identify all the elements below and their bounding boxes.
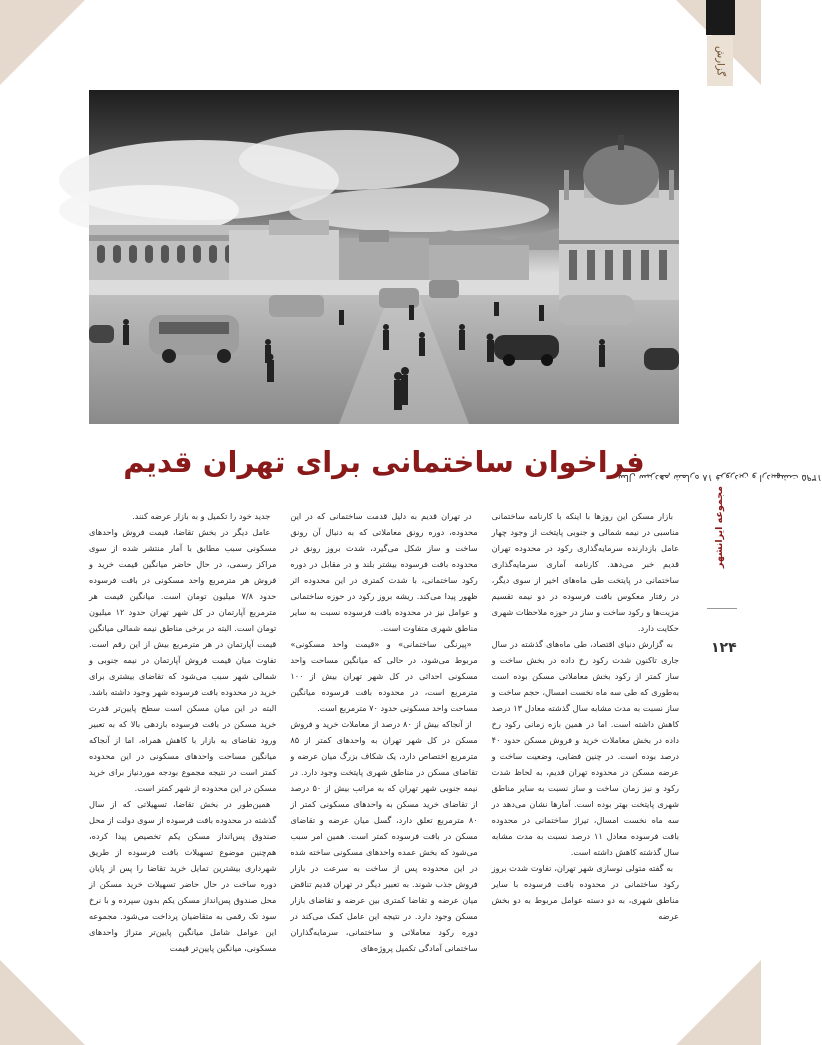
historic-tehran-square-image: [89, 90, 679, 424]
magazine-info: [618, 435, 822, 605]
paragraph: «پیرنگی ساختمانی» و «قیمت واحد مسکونی» مربوط می‌شود، در حالی که میانگین مساحت واحد مسکونی احداثی در کل شهر تهران بیش از ۱۰۰ مترمربع است، در محدوده بافت فرسوده میانگین مساحت واحد مسکونی حدود ۷۰ مترمربع است.: [290, 639, 478, 713]
page-number-rule: [707, 608, 737, 609]
paragraph: به گفته متولی نوسازی شهر تهران، تفاوت شدت بروز رکود ساختمانی در محدوده بافت فرسوده با سایر مناطق شهری، به دو دسته عوامل مربوط به دو بخش عرضه: [491, 863, 679, 921]
paragraph: جدید خود را تکمیل و به بازار عرضه کنند.: [132, 511, 271, 521]
corner-decoration-top-left: [0, 0, 85, 85]
article-body: [89, 508, 679, 988]
paragraph: همین‌طور در بخش تقاضا، تسهیلاتی که از سال گذشته در محدوده بافت فرسوده از سوی دولت از محل صندوق پس‌انداز مسکن یکم تخصیص پیدا کرده، هم‌چنین موضوع تسهیلات بافت فرسوده از طریق شهرداری بیشترین تمایل خرید تقاضا را پس از پایان دوره ساخت در حال حاضر تسهیلات خرید مسکن از محل صندوق پس‌انداز مسکن یکم بدون سپرده و با نرخ سود تک رقمی به متقاضیان پرداخت می‌شود. مجموعه این عوامل شامل میانگین پایین‌تر متراژ واحدهای مسکونی، میانگین پایین‌تر قیمت: [89, 799, 277, 953]
article-column-3: [89, 508, 276, 988]
corner-decoration-bottom-right: [676, 960, 761, 1045]
page-number: ۱۲۴: [711, 640, 737, 656]
article-column-2: [290, 508, 477, 988]
section-label: گزارش: [714, 45, 726, 77]
historic-photo: [89, 90, 679, 424]
paragraph: به گزارش دنیای اقتصاد، طی ماه‌های گذشته در سال جاری تاکنون شدت رکود رخ داده در بخش ساخت و ساز کمتر از رکود بخش معاملاتی مسکن بوده است به‌طوری که طی سه ماه نخست امسال، حجم ساخت و ساز نسبت به مدت مشابه سال گذشته معادل ۱۳ درصد کاهش داشته است. اما در همین بازه زمانی رکود رخ داده در بخش معاملات خرید و فروش مسکن حدود ۴۰ درصد بوده است. در چنین فضایی، وضعیت ساخت و عرضه مسکن در محدوده تهران قدیم، به لحاظ شدت رکود و نیز زمان ساخت و ساز نسبت به سایر مناطق شهری پایتخت بهتر بوده است. آمارها نشان می‌دهد در سه ماه نخست امسال، تیراژ ساختمانی در محدوده بافت فرسوده معادل ۱۱ درصد نسبت به مدت مشابه سال گذشته کاهش داشته است.: [491, 639, 680, 857]
issue-text: سال سیزدهم شماره ۱۸ فروردین و اردیبهشت ۱۳۹۵: [618, 471, 822, 483]
section-tab: [707, 36, 733, 86]
page-marker-bar: [706, 0, 735, 35]
paragraph: در تهران قدیم به دلیل قدمت ساختمانی که در این محدوده، دوره رونق معاملاتی که به دنبال آن رونق ساخت و ساز شکل می‌گیرد، شدت بروز رونق در محدوده بافت فرسوده بیشتر بلند و در مقابل در دوره رکود ساختمانی، با شدت کمتری در این محدوده اثر ظهور پیدا می‌کند. ریشه بروز رکود در حوزه ساختمانی و عوامل نیز در محدوده بافت فرسوده نسبت به سایر مناطق شهری متفاوت است.: [290, 511, 478, 633]
article-headline: فراخوان ساختمانی برای تهران قدیم: [123, 445, 645, 479]
corner-decoration-bottom-left: [0, 960, 85, 1045]
article-column-1: [492, 508, 679, 988]
paragraph: از آنجاکه بیش از ۸۰ درصد از معاملات خرید و فروش مسکن در کل شهر تهران به واحدهای کمتر از ۸۵ مترمربع اختصاص دارد، یک شکاف بزرگ میان عرضه و تقاضای مسکن در مناطق شهری پایتخت وجود دارد. در نیمه جنوبی شهر تهران که به مراتب بیش از ۵۰ درصد از تقاضای خرید مسکن به واحدهای مسکونی کمتر از ۸۰ مترمربع تعلق دارد، گسل میان عرضه و تقاضای مسکن در بافت فرسوده کمتر است. همین امر سبب می‌شود که بخش عمده واحدهای مسکونی ساخته شده در این محدوده پس از ساخت به سرعت در بازار فروش جذب شوند. به تعبیر دیگر در تهران قدیم تناقض میان عرضه و تقاضا کمتری بین عرضه و تقاضای بازار مسکن وجود دارد. در نتیجه این عامل کمک می‌کند در دوره رکود معاملاتی و ساختمانی، سرمایه‌گذاران ساختمانی آمادگی تکمیل پروژه‌های: [290, 719, 478, 953]
magazine-name: مجموعه ایرانشهر: [714, 486, 726, 569]
paragraph: عامل دیگر در بخش تقاضا، قیمت فروش واحدهای مسکونی سبب مطابق با آمار منتشر شده از سوی مراکز رسمی، در حال حاضر میانگین قیمت خرید و فروش هر مترمربع واحد مسکونی در بافت فرسوده حدود ۷/۸ میلیون تومان است. میانگین قیمت هر مترمربع آپارتمان در کل شهر تهران حدود ۱۲ میلیون تومان است. البته در برخی مناطق نیمه شمالی میانگین قیمت آپارتمان در هر مترمربع بیش از این رقم است. تفاوت میان قیمت فروش آپارتمان در نیمه جنوبی و شمالی شهر سبب می‌شود که تقاضای بیشتری برای خرید در محدوده بافت فرسوده شهر وجود داشته باشد. البته در این میان مسکن است سطح پایین‌تر قدرت خرید مسکن در بافت فرسوده بازدهی بالا که به تعبیر ورود تقاضای به بازار با کاهش همراه، اما از آنجاکه میانگین مساحت واحدهای مسکونی در این محدوده کمتر است در نتیجه مجموع بودجه موردنیاز برای خرید مسکن در این محدوده از شهر کمتر است.: [89, 527, 277, 793]
paragraph: بازار مسکن این روزها با اینکه با کارنامه ساختمانی مناسبی در نیمه شمالی و جنوبی پایتخت از وجود چهار عامل بازدارنده سرمایه‌گذاری رکود در محدوده تهران قدیم خبر می‌دهد. کارنامه آماری سرمایه‌گذاری ساختمانی در پایتخت طی ماه‌های اخیر از سوی دیگر، در رفتار معکوس بافت فرسوده در دو نیمه تقسیم مزیت‌ها و رکود ساخت و ساز در حوزه ملاحظات شهری حکایت دارد.: [491, 511, 679, 633]
